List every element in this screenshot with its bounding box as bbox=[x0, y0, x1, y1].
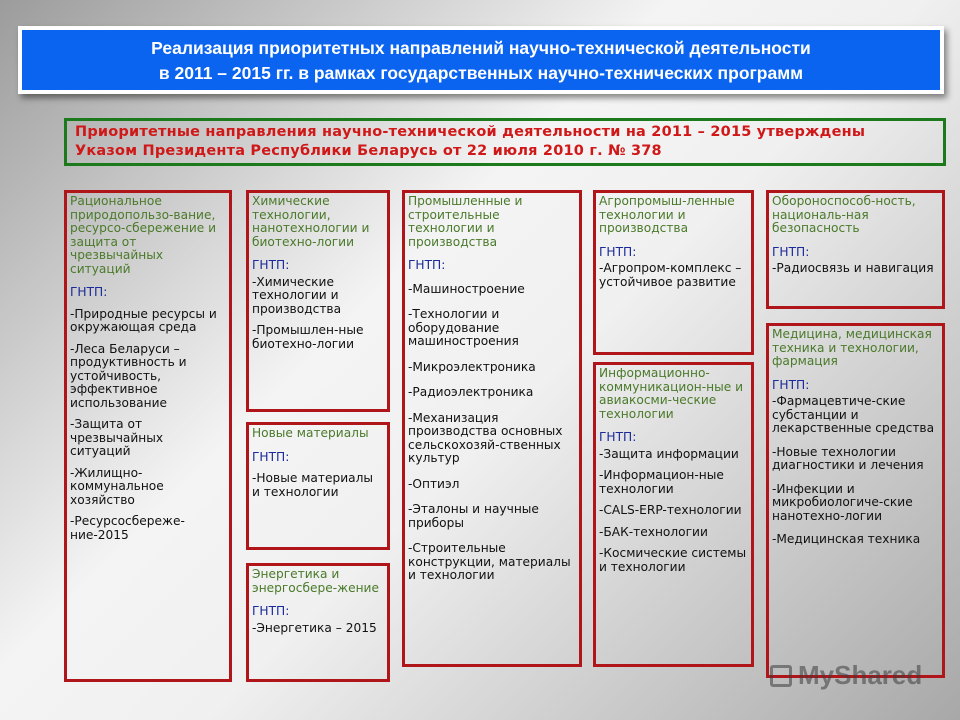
gntp-label: ГНТП: bbox=[772, 377, 810, 392]
program-item: -Радиоэлектроника bbox=[408, 385, 534, 399]
program-item: -Эталоны и научные приборы bbox=[408, 502, 539, 530]
program-item: -Информацион-ные технологии bbox=[599, 468, 724, 496]
gntp-label: ГНТП: bbox=[252, 449, 290, 464]
program-item: -Химические технологии и производства bbox=[252, 274, 342, 316]
program-item: -Механизация производства основных сельскохозяй-ственных культур bbox=[408, 410, 563, 465]
program-item: -CALS-ERP-технологии bbox=[599, 503, 742, 517]
program-item: -Защита информации bbox=[599, 446, 739, 461]
card-heading: Медицина, медицинская техника и технологии, фармация bbox=[772, 327, 932, 368]
card-new-materials bbox=[246, 422, 390, 550]
card-ict-aerospace bbox=[593, 362, 754, 667]
program-item: -Жилищно-коммунальное хозяйство bbox=[70, 465, 164, 507]
gntp-label: ГНТП: bbox=[599, 430, 637, 444]
card-heading: Информационно-коммуникацион-ные и авиакосми-ческие технологии bbox=[599, 366, 744, 421]
gntp-label: ГНТП: bbox=[599, 244, 637, 259]
program-item: -Новые технологии диагностики и лечения bbox=[772, 444, 924, 472]
decree-box bbox=[64, 118, 946, 166]
gntp-label: ГНТП: bbox=[408, 258, 446, 272]
card-defense bbox=[766, 190, 945, 309]
title-banner-inner bbox=[22, 30, 940, 90]
program-item: -Леса Беларуси – продуктивность и устойчивость, эффективное использование bbox=[70, 341, 187, 410]
program-item: -Инфекции и микробиологиче-ские нанотехно-логии bbox=[772, 481, 913, 523]
program-item: -Энергетика – 2015 bbox=[252, 620, 377, 635]
program-item: -Промышлен-ные биотехно-логии bbox=[252, 323, 364, 351]
program-item: -Фармацевтиче-ские субстанции и лекарственные средства bbox=[772, 394, 935, 435]
program-item: -Природные ресурсы и окружающая среда bbox=[70, 306, 217, 334]
decree-line-2: Указом Президента Республики Беларусь от 22 июля 2010 г. № 378 bbox=[75, 143, 662, 159]
program-item: -Новые материалы и технологии bbox=[252, 471, 373, 499]
program-item: -Технологии и оборудование машиностроения bbox=[408, 307, 519, 348]
watermark-text: MyShared bbox=[798, 660, 923, 690]
card-heading: Промышленные и строительные технологии и производства bbox=[408, 194, 523, 249]
card-heading: Новые материалы bbox=[252, 426, 369, 440]
program-item: -Строительные конструкции, материалы и технологии bbox=[408, 541, 571, 582]
program-item: -Радиосвязь и навигация bbox=[772, 261, 934, 275]
title-line-1: Реализация приоритетных направлений научно-технической деятельности bbox=[151, 38, 811, 58]
card-heading: Рациональное природопользо-вание, ресурсо-сбережение и защита от чрезвычайных ситуаций bbox=[70, 194, 217, 276]
program-item: -Машиностроение bbox=[408, 281, 525, 296]
card-industrial-tech bbox=[402, 190, 582, 667]
card-heading: Обороноспособ-ность, националь-ная безопасность bbox=[772, 194, 916, 235]
program-item: -Агропром-комплекс – устойчивое развитие bbox=[599, 261, 742, 289]
program-item: -Микроэлектроника bbox=[408, 359, 536, 374]
card-heading: Агропромыш-ленные технологии и производства bbox=[599, 194, 735, 235]
program-item: -Космические системы и технологии bbox=[599, 546, 747, 574]
card-agro-tech bbox=[593, 190, 754, 355]
title-banner bbox=[18, 26, 944, 94]
card-medicine bbox=[766, 323, 945, 678]
program-item: -Оптиэл bbox=[408, 476, 460, 491]
program-item: -Медицинская техника bbox=[772, 532, 921, 546]
card-heading: Энергетика и энергосбере-жение bbox=[252, 567, 379, 595]
card-energy bbox=[246, 563, 390, 682]
title-line-2: в 2011 – 2015 гг. в рамках государственных научно-технических программ bbox=[158, 63, 804, 83]
program-item: -Защита от чрезвычайных ситуаций bbox=[70, 417, 164, 458]
watermark bbox=[770, 660, 922, 691]
program-item: -БАК-технологии bbox=[599, 524, 708, 539]
decree-line-1: Приоритетные направления научно-технической деятельности на 2011 – 2015 утверждены bbox=[75, 124, 866, 140]
card-heading: Химические технологии, нанотехнологии и биотехно-логии bbox=[252, 194, 370, 249]
gntp-label: ГНТП: bbox=[252, 604, 290, 618]
program-item: -Ресурсосбереже-ние-2015 bbox=[70, 514, 185, 542]
gntp-label: ГНТП: bbox=[252, 258, 290, 272]
card-chemical-tech bbox=[246, 190, 390, 412]
gntp-label: ГНТП: bbox=[70, 285, 108, 299]
gntp-label: ГНТП: bbox=[772, 244, 810, 259]
card-nature-resources bbox=[64, 190, 232, 682]
myshared-logo-icon bbox=[770, 665, 792, 687]
